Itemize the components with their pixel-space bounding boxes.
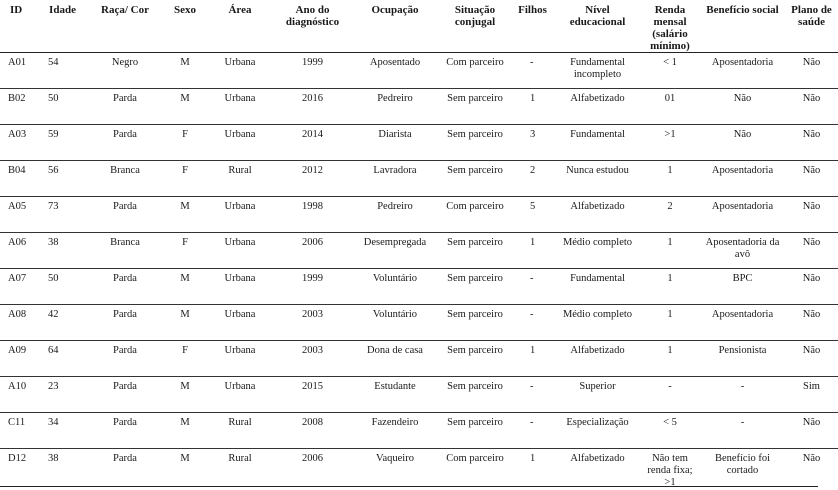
cell-nivel: Fundamental [570, 273, 625, 284]
cell-ano: 2003 [302, 309, 323, 320]
cell-area: Rural [228, 453, 252, 464]
cell-area: Rural [228, 165, 252, 176]
cell-area: Urbana [224, 273, 256, 284]
table-body [0, 53, 838, 490]
table-row [0, 377, 838, 413]
cell-idade: 50 [48, 273, 59, 284]
cell-plano: Não [802, 237, 821, 248]
cell-filhos: 1 [530, 93, 536, 104]
header-situacao: Situação conjugal [440, 0, 510, 53]
cell-plano: Não [802, 345, 821, 356]
cell-renda: < 1 [663, 57, 677, 68]
cell-ano: 2014 [302, 129, 323, 140]
cell-plano: Não [802, 417, 821, 428]
cell-raca: Parda [113, 381, 137, 392]
table-row [0, 413, 838, 449]
header-filhos: Filhos [510, 0, 555, 53]
cell-idade: 54 [48, 57, 59, 68]
cell-beneficio: Pensionista [718, 345, 767, 356]
cell-plano: Não [802, 57, 821, 68]
cell-idade: 56 [48, 165, 59, 176]
header-sexo: Sexo [165, 0, 205, 53]
cell-ocupacao: Vaqueiro [376, 453, 414, 464]
cell-filhos: 3 [530, 129, 536, 140]
header-nivel: Nível educacional [555, 0, 640, 53]
cell-filhos: 1 [530, 345, 536, 356]
table-row [0, 233, 838, 269]
cell-sexo: M [180, 273, 190, 284]
header-row [0, 0, 838, 53]
table-row [0, 341, 838, 377]
cell-area: Urbana [224, 129, 256, 140]
cell-ano: 1998 [302, 201, 323, 212]
cell-beneficio: BPC [732, 273, 753, 284]
cell-ano: 2008 [302, 417, 323, 428]
cell-ocupacao: Diarista [378, 129, 412, 140]
cell-nivel: Superior [579, 381, 616, 392]
cell-raca: Parda [113, 201, 137, 212]
cell-situacao: Sem parceiro [447, 93, 503, 104]
cell-idade: 23 [48, 381, 59, 392]
cell-situacao: Sem parceiro [447, 129, 503, 140]
cell-id: C11 [8, 417, 26, 428]
cell-filhos: - [530, 57, 534, 68]
cell-idade: 73 [48, 201, 59, 212]
table-row [0, 197, 838, 233]
cell-id: A10 [8, 381, 27, 392]
cell-ano: 2003 [302, 345, 323, 356]
cell-filhos: 5 [530, 201, 536, 212]
cell-id: A03 [8, 129, 27, 140]
cell-renda: 1 [667, 345, 673, 356]
cell-sexo: M [180, 453, 190, 464]
cell-ocupacao: Desempregada [363, 237, 427, 248]
table-row [0, 449, 838, 490]
cell-ocupacao: Estudante [374, 381, 416, 392]
cell-raca: Parda [113, 273, 137, 284]
cell-id: A01 [8, 57, 27, 68]
cell-situacao: Com parceiro [446, 57, 504, 68]
cell-raca: Parda [113, 309, 137, 320]
cell-ano: 2012 [302, 165, 323, 176]
cell-raca: Parda [113, 93, 137, 104]
table-header [0, 0, 838, 53]
cell-ocupacao: Aposentado [369, 57, 421, 68]
cell-ano: 2006 [302, 237, 323, 248]
cell-sexo: F [182, 165, 188, 176]
header-ano: Ano do diagnóstico [275, 0, 350, 53]
cell-id: A07 [8, 273, 27, 284]
header-idade: Idade [40, 0, 85, 53]
cell-beneficio: Benefício foi cortado [714, 453, 771, 476]
cell-beneficio: Aposentadoria [711, 201, 774, 212]
cell-nivel: Alfabetizado [570, 453, 625, 464]
header-ocupacao: Ocupação [350, 0, 440, 53]
cell-ocupacao: Dona de casa [367, 345, 423, 356]
cell-idade: 59 [48, 129, 59, 140]
cell-idade: 50 [48, 93, 59, 104]
cell-sexo: M [180, 57, 190, 68]
cell-sexo: F [182, 237, 188, 248]
cell-sexo: M [180, 93, 190, 104]
cell-plano: Não [802, 129, 821, 140]
cell-filhos: - [530, 309, 534, 320]
cell-ano: 2015 [302, 381, 323, 392]
cell-ocupacao: Pedreiro [377, 93, 413, 104]
cell-id: A09 [8, 345, 27, 356]
cell-beneficio: Não [733, 129, 752, 140]
cell-situacao: Sem parceiro [447, 417, 503, 428]
cell-situacao: Sem parceiro [447, 273, 503, 284]
cell-renda: - [668, 381, 672, 392]
cell-ocupacao: Lavradora [373, 165, 417, 176]
cell-renda: 1 [667, 237, 673, 248]
cell-beneficio: Aposentadoria [711, 57, 774, 68]
cell-nivel: Fundamental incompleto [570, 57, 625, 80]
cell-filhos: 1 [530, 453, 536, 464]
cell-id: A05 [8, 201, 27, 212]
cell-area: Urbana [224, 345, 256, 356]
cell-nivel: Alfabetizado [570, 345, 625, 356]
cell-raca: Parda [113, 417, 137, 428]
cell-nivel: Médio completo [562, 237, 633, 248]
cell-idade: 38 [48, 237, 59, 248]
cell-filhos: - [530, 417, 534, 428]
cell-raca: Branca [110, 237, 140, 248]
cell-situacao: Com parceiro [446, 201, 504, 212]
cell-idade: 34 [48, 417, 59, 428]
table-row [0, 53, 838, 89]
header-id: ID [0, 0, 40, 53]
cell-ocupacao: Voluntário [372, 309, 418, 320]
cell-sexo: M [180, 417, 190, 428]
cell-renda: 01 [664, 93, 676, 104]
cell-ano: 2016 [302, 93, 323, 104]
table-row [0, 89, 838, 125]
header-beneficio: Benefício social [700, 0, 785, 53]
cell-plano: Não [802, 453, 821, 464]
cell-plano: Não [802, 309, 821, 320]
cell-beneficio: Não [733, 93, 752, 104]
cell-beneficio: Aposentadoria [711, 165, 774, 176]
cell-area: Urbana [224, 93, 256, 104]
cell-idade: 38 [48, 453, 59, 464]
cell-situacao: Sem parceiro [447, 381, 503, 392]
cell-area: Urbana [224, 237, 256, 248]
cell-situacao: Sem parceiro [447, 345, 503, 356]
cell-raca: Negro [111, 57, 139, 68]
cell-idade: 64 [48, 345, 59, 356]
cell-raca: Parda [113, 129, 137, 140]
cell-filhos: - [530, 273, 534, 284]
cell-renda: < 5 [663, 417, 677, 428]
cell-id: A06 [8, 237, 27, 248]
cell-raca: Parda [113, 453, 137, 464]
cell-nivel: Especialização [566, 417, 629, 428]
table-row [0, 125, 838, 161]
table-row [0, 161, 838, 197]
cell-nivel: Médio completo [562, 309, 633, 320]
cell-plano: Sim [803, 381, 820, 392]
cell-id: B04 [8, 165, 26, 176]
cell-nivel: Fundamental [570, 129, 625, 140]
cell-renda: >1 [664, 129, 676, 140]
cell-beneficio: Aposentadoria [711, 309, 774, 320]
header-area: Área [205, 0, 275, 53]
cell-id: D12 [8, 453, 27, 464]
cell-area: Urbana [224, 201, 256, 212]
cell-raca: Branca [110, 165, 140, 176]
header-renda: Renda mensal (salário mínimo) [640, 0, 700, 53]
cell-plano: Não [802, 165, 821, 176]
cell-area: Urbana [224, 381, 256, 392]
cell-ano: 2006 [302, 453, 323, 464]
cell-beneficio: - [740, 417, 745, 428]
cell-raca: Parda [113, 345, 137, 356]
cell-plano: Não [802, 273, 821, 284]
cell-beneficio: Aposentadoria da avô [705, 237, 780, 260]
cell-filhos: - [530, 381, 534, 392]
cell-beneficio: - [740, 381, 745, 392]
cell-nivel: Alfabetizado [570, 93, 625, 104]
cell-ano: 1999 [302, 57, 323, 68]
cell-id: A08 [8, 309, 27, 320]
cell-sexo: M [180, 201, 190, 212]
cell-renda: 1 [667, 165, 673, 176]
header-raca: Raça/ Cor [85, 0, 165, 53]
cell-plano: Não [802, 93, 821, 104]
cell-sexo: M [180, 309, 190, 320]
header-plano: Plano de saúde [785, 0, 838, 53]
cell-filhos: 2 [530, 165, 536, 176]
cell-plano: Não [802, 201, 821, 212]
cell-situacao: Sem parceiro [447, 165, 503, 176]
table-row [0, 269, 838, 305]
cell-area: Rural [228, 417, 252, 428]
cell-ocupacao: Voluntário [372, 273, 418, 284]
cell-renda: Não tem renda fixa; >1 [647, 453, 693, 488]
cell-renda: 1 [667, 273, 673, 284]
cell-idade: 42 [48, 309, 59, 320]
cell-situacao: Sem parceiro [447, 237, 503, 248]
cell-nivel: Nunca estudou [566, 165, 629, 176]
cell-ocupacao: Fazendeiro [371, 417, 419, 428]
cell-sexo: F [182, 345, 188, 356]
cell-renda: 1 [667, 309, 673, 320]
cell-id: B02 [8, 93, 26, 104]
cell-ocupacao: Pedreiro [377, 201, 413, 212]
cell-area: Urbana [224, 57, 256, 68]
table-row [0, 305, 838, 341]
cell-sexo: M [180, 381, 190, 392]
cell-sexo: F [182, 129, 188, 140]
cell-renda: 2 [667, 201, 673, 212]
cell-situacao: Sem parceiro [447, 309, 503, 320]
cell-ano: 1999 [302, 273, 323, 284]
cell-nivel: Alfabetizado [570, 201, 625, 212]
cell-situacao: Com parceiro [446, 453, 504, 464]
cell-area: Urbana [224, 309, 256, 320]
cell-filhos: 1 [530, 237, 536, 248]
table-bottom-rule [0, 486, 818, 487]
